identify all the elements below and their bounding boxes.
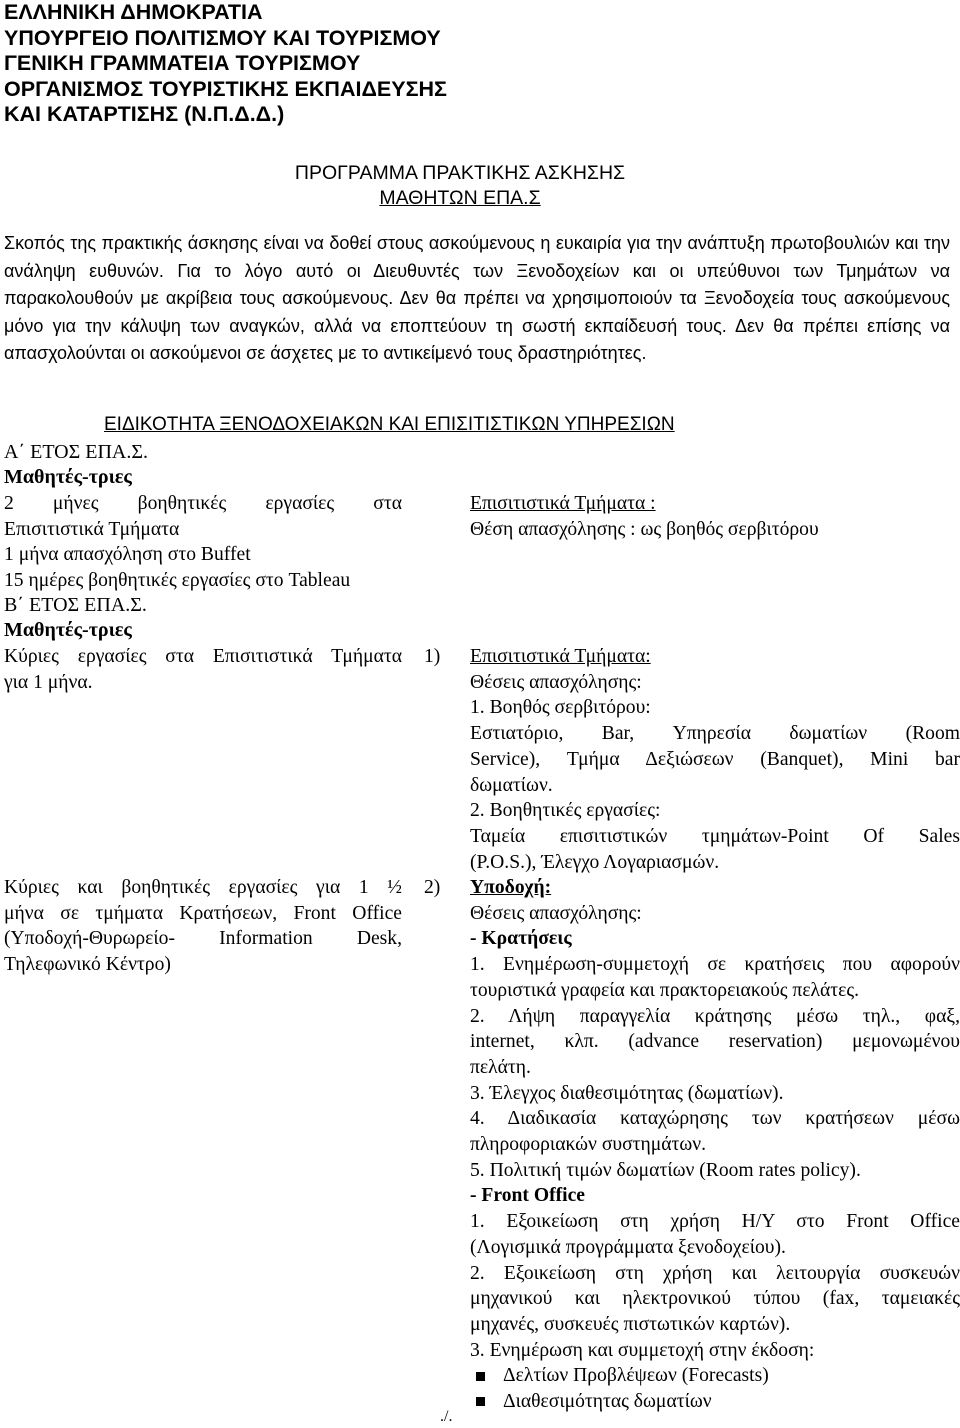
text-line: 1. Βοηθός σερβιτόρου: — [470, 697, 651, 719]
section-number: 1) — [424, 646, 441, 667]
text-line: 2. Εξοικείωση στη χρήση και λειτουργία συσκευών — [470, 1262, 960, 1284]
subsection-title: - Κρατήσεις — [470, 928, 572, 950]
year-b-sec2-left — [4, 875, 402, 978]
section-heading: Υποδοχή: — [470, 877, 552, 898]
org-line: ΚΑΙ ΚΑΤΑΡΤΙΣΗΣ (Ν.Π.Δ.Δ.) — [4, 102, 285, 127]
text-line: internet, κλπ. (advance reservation) μεμονωμένου — [470, 1031, 960, 1053]
text-line: Τηλεφωνικό Κέντρο) — [4, 954, 171, 976]
subsection-title: - Front Office — [470, 1185, 585, 1207]
year-b-sec2-right — [470, 875, 960, 1415]
org-line: ΓΕΝΙΚΗ ΓΡΑΜΜΑΤΕΙΑ ΤΟΥΡΙΣΜΟΥ — [4, 51, 361, 76]
text-line: Θέση απασχόλησης : ως βοηθός σερβιτόρου — [470, 518, 819, 540]
year-b-sec1-right — [470, 644, 960, 875]
continuation-mark: ./. — [440, 1408, 453, 1425]
year-a-right-column — [470, 491, 960, 542]
program-title: ΠΡΟΓΡΑΜΜΑ ΠΡΑΚΤΙΚΗΣ ΑΣΚΗΣΗΣ — [294, 162, 626, 184]
text-line: μήνα σε τμήματα Κρατήσεων, Front Office — [4, 902, 402, 924]
year-b-title: Β΄ ΕΤΟΣ ΕΠΑ.Σ. — [4, 594, 147, 616]
bullet-text: Διαθεσιμότητας δωματίων — [503, 1391, 712, 1413]
year-a-students: Μαθητές-τριες — [4, 466, 132, 488]
text-line: Θέσεις απασχόλησης: — [470, 902, 642, 924]
specialty-title: ΕΙΔΙΚΟΤΗΤΑ ΞΕΝΟΔΟΧΕΙΑΚΩΝ ΚΑΙ ΕΠΙΣΙΤΙΣΤΙΚΩΝ ΥΠΗΡΕΣΙΩΝ — [104, 414, 675, 435]
year-a-title: Α΄ ΕΤΟΣ ΕΠΑ.Σ. — [4, 441, 149, 463]
text-line: (Λογισμικά προγράμματα ξενοδοχείου). — [470, 1236, 786, 1258]
section-number: 2) — [424, 877, 441, 898]
text-line: 1 μήνα απασχόληση στο Buffet — [4, 544, 251, 566]
text-line: Service), Τμήμα Δεξιώσεων (Banquet), Mini bar — [470, 748, 960, 770]
year-b-sec1-left — [4, 644, 402, 695]
text-line: 3. Έλεγχος διαθεσιμότητας (δωματίων). — [470, 1082, 784, 1104]
text-line: (Υποδοχή-Θυρωρείο- Information Desk, — [4, 928, 402, 950]
text-line: Θέσεις απασχόλησης: — [470, 671, 642, 693]
text-line: 1. Ενημέρωση-συμμετοχή σε κρατήσεις που αφορούν — [470, 954, 960, 976]
year-b-students: Μαθητές-τριες — [4, 619, 132, 641]
text-line: 3. Ενημέρωση και συμμετοχή στην έκδοση: — [470, 1339, 815, 1361]
bullet-text: Δελτίων Προβλέψεων (Forecasts) — [503, 1365, 769, 1387]
square-bullet-icon — [476, 1397, 485, 1406]
text-line: Επισιτιστικά Τμήματα — [4, 518, 180, 540]
org-line: ΥΠΟΥΡΓΕΙΟ ΠΟΛΙΤΙΣΜΟΥ ΚΑΙ ΤΟΥΡΙΣΜΟΥ — [4, 25, 441, 50]
text-line: 5. Πολιτική τιμών δωματίων (Room rates policy). — [470, 1159, 861, 1181]
text-line: μηχανές, συσκευές πιστωτικών καρτών). — [470, 1313, 791, 1335]
program-subtitle: ΜΑΘΗΤΩΝ ΕΠΑ.Σ — [379, 187, 541, 209]
text-line: τουριστικά γραφεία και πρακτορειακούς πελάτες. — [470, 979, 860, 1001]
text-line: Κύριες εργασίες στα Επισιτιστικά Τμήματα — [4, 646, 402, 667]
text-line: πελάτη. — [470, 1056, 531, 1078]
text-line: (P.O.S.), Έλεγχο Λογαριασμών. — [470, 851, 720, 873]
text-line: 4. Διαδικασία καταχώρησης των κρατήσεων μέσω — [470, 1108, 960, 1130]
section-heading: Επισιτιστικά Τμήματα: — [470, 646, 651, 667]
text-line: 2. Βοηθητικές εργασίες: — [470, 800, 661, 822]
bullet-item — [470, 1389, 960, 1415]
square-bullet-icon — [476, 1372, 485, 1381]
organization-header — [4, 0, 447, 128]
org-line: ΕΛΛΗΝΙΚΗ ΔΗΜΟΚΡΑΤΙΑ — [4, 0, 263, 24]
text-line: 2. Λήψη παραγγελία κράτησης μέσω τηλ., φαξ, — [470, 1005, 960, 1027]
year-a-left-column — [4, 491, 402, 594]
text-line: 2 μήνες βοηθητικές εργασίες στα — [4, 493, 402, 514]
text-line: πληροφοριακών συστημάτων. — [470, 1134, 707, 1156]
bullet-item — [470, 1363, 960, 1389]
intro-paragraph: Σκοπός της πρακτικής άσκησης είναι να δοθεί στους ασκούμενους η ευκαιρία για την ανάπτυξη πρωτοβουλιών και την ανάληψη ευθυνών. Για το λόγο αυτό οι Διευθυντές των Ξενοδοχείων και οι υπεύθυνοι των Τμημάτων να παρακολουθούν με ακρίβεια τους ασκούμενους. Δεν θα πρέπει να χρησιμοποιούν τα Ξενοδοχεία τους ασκούμενους μόνο για την κάλυψη των αναγκών, αλλά να εποπτεύουν τη σωστή εκπαίδευσή τους. Δεν θα πρέπει επίσης να απασχολούνται οι ασκούμενοι σε άσχετες με το αντικείμενό τους δραστηριότητες. — [4, 233, 950, 364]
text-line: μηχανικού και ηλεκτρονικού τύπου (fax, ταμειακές — [470, 1288, 960, 1310]
text-line: δωματίων. — [470, 774, 553, 796]
org-line: ΟΡΓΑΝΙΣΜΟΣ ΤΟΥΡΙΣΤΙΚΗΣ ΕΚΠΑΙΔΕΥΣΗΣ — [4, 76, 447, 101]
text-line: 15 ημέρες βοηθητικές εργασίες στο Tableau — [4, 570, 351, 592]
text-line: Εστιατόριο, Bar, Υπηρεσία δωματίων (Room — [470, 723, 960, 745]
text-line: για 1 μήνα. — [4, 671, 93, 693]
text-line: Ταμεία επισιτιστικών τμημάτων-Point Of Sales — [470, 825, 960, 847]
text-line: 1. Εξοικείωση στη χρήση Η/Υ στο Front Office — [470, 1211, 960, 1233]
text-line: Κύριες και βοηθητικές εργασίες για 1 ½ — [4, 877, 402, 898]
section-heading: Επισιτιστικά Τμήματα : — [470, 493, 656, 514]
